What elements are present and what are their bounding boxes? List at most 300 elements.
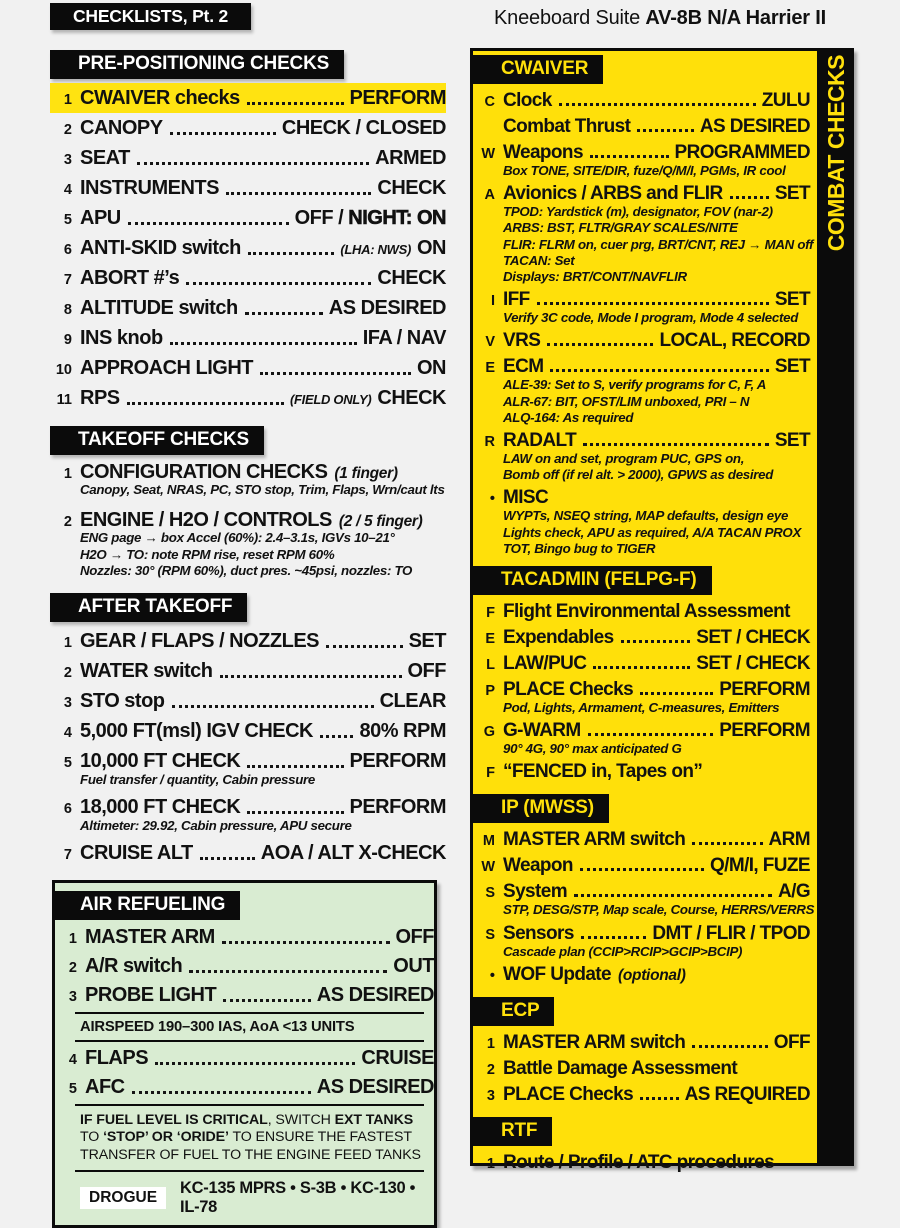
dotted-leader — [730, 196, 769, 199]
item-key: E — [485, 360, 495, 377]
item-key: 7 — [63, 272, 72, 288]
item-label: MISC — [503, 487, 549, 509]
item-key: 6 — [63, 800, 72, 817]
item-inline-note: (FIELD ONLY) — [290, 392, 372, 407]
item-value: CRUISE — [361, 1046, 434, 1069]
item-value: SET / CHECK — [696, 653, 810, 675]
divider — [75, 1170, 424, 1172]
dotted-leader — [260, 372, 411, 375]
item-label: STO stop — [80, 690, 165, 713]
item-value-strong: NIGHT: ON — [348, 207, 446, 229]
item-value: SET — [774, 430, 810, 452]
item-row — [473, 1082, 810, 1108]
item-value: A/G — [778, 881, 810, 903]
checklist-item — [473, 677, 810, 716]
item-row — [473, 328, 810, 354]
item-key: 3 — [68, 988, 77, 1005]
item-row — [50, 293, 446, 323]
item-label: VRS — [503, 330, 541, 352]
item-value: Q/M/I, FUZE — [709, 855, 810, 877]
item-value: PERFORM — [719, 679, 810, 701]
section-header: TACADMIN (FELPG-F) — [473, 566, 712, 595]
item-key: 11 — [56, 392, 72, 408]
section-header: RTF — [473, 1117, 552, 1146]
dotted-leader — [247, 765, 343, 768]
item-value: OFF / NIGHT: ON — [294, 207, 446, 229]
item-notes — [503, 902, 815, 918]
item-note-line: Bomb off (if rel alt. > 2000), GPWS as desired — [503, 467, 774, 483]
dotted-leader — [222, 941, 390, 944]
item-note-line: Box TONE, SITE/DIR, fuze/Q/M/I, PGMs, IR cool — [503, 163, 786, 178]
section-items — [50, 459, 446, 580]
item-value: LOCAL, RECORD — [659, 330, 810, 352]
item-notes — [503, 204, 814, 285]
item-key: M — [482, 833, 495, 850]
item-label: 18,000 FT CHECK — [80, 795, 241, 818]
item-row — [50, 686, 446, 716]
item-key: 2 — [486, 1061, 495, 1078]
item-key: I — [490, 293, 495, 310]
item-value: PERFORM — [349, 750, 446, 773]
aircraft-name: AV-8B N/A Harrier II — [645, 7, 826, 29]
item-label: ENGINE / H2O / CONTROLS — [80, 508, 332, 531]
checklist-item — [473, 921, 810, 960]
item-key: 2 — [63, 665, 72, 682]
checklist-item — [50, 83, 446, 113]
dotted-leader — [547, 343, 653, 346]
item-label: RADALT — [503, 430, 577, 452]
warning-segment: , SWITCH — [267, 1111, 335, 1128]
item-label: Sensors — [503, 922, 574, 944]
checklist-item — [473, 1150, 810, 1176]
checklist-item — [55, 923, 434, 952]
divider — [75, 1012, 424, 1014]
checklist-item — [50, 233, 446, 263]
item-row — [50, 838, 446, 868]
dotted-leader — [581, 936, 647, 939]
item-value: PROGRAMMED — [674, 142, 810, 163]
item-note-line: WYPTs, NSEQ string, MAP defaults, design eye — [503, 508, 789, 524]
checklist-item — [473, 827, 810, 853]
item-row — [473, 651, 810, 677]
dotted-leader — [170, 132, 276, 135]
item-notes — [503, 377, 810, 426]
checklist-item — [50, 293, 446, 323]
dotted-leader — [621, 640, 691, 643]
checklist-item — [50, 686, 446, 716]
item-key: 7 — [63, 846, 72, 863]
item-row — [55, 952, 434, 981]
airspeed-note: AIRSPEED 190–300 IAS, AoA <13 UNITS — [80, 1018, 355, 1035]
item-note-line: STP, DESG/STP, Map scale, Course, HERRS/VERRS — [503, 902, 815, 918]
item-key: L — [486, 657, 495, 674]
page-title-badge: CHECKLISTS, Pt. 2 — [50, 3, 251, 30]
item-notes — [80, 482, 446, 499]
checklist-item — [473, 962, 810, 988]
item-value: IFA / NAV — [362, 327, 446, 349]
dotted-leader — [537, 302, 769, 305]
item-value: SET / CHECK — [696, 627, 810, 649]
item-value: SET — [774, 289, 810, 311]
item-value: OUT — [393, 954, 434, 977]
item-label: PLACE Checks — [503, 679, 634, 701]
checklist-item — [473, 1056, 810, 1082]
section-items — [473, 599, 810, 785]
item-value: SET — [408, 630, 446, 653]
dotted-leader — [132, 1091, 311, 1094]
checklist-item — [50, 143, 446, 173]
item-note-line: ALE-39: Set to S, verify programs for C, F, A — [503, 377, 767, 393]
item-value: DMT / FLIR / TPOD — [652, 922, 810, 944]
item-row — [473, 1056, 810, 1082]
item-key: 1 — [63, 466, 72, 482]
item-key: C — [484, 94, 495, 110]
item-label: Combat Thrust — [503, 116, 631, 137]
combat-checks-side-tab — [817, 48, 854, 1166]
item-row — [50, 233, 446, 263]
dotted-leader — [692, 1045, 768, 1048]
item-label: G-WARM — [503, 720, 581, 742]
item-note-line: ENG page → box Accel (60%): 2.4–3.1s, IGVs 10–21° — [80, 529, 395, 545]
item-value: CHECK — [377, 267, 446, 289]
item-label: ANTI-SKID switch — [80, 237, 241, 259]
item-row — [473, 853, 810, 879]
checklist-item — [473, 879, 815, 918]
dotted-leader — [247, 102, 344, 105]
item-row — [473, 599, 810, 625]
checklist-item — [473, 114, 810, 140]
item-note-line: ALQ-164: As required — [503, 409, 634, 425]
item-value: AS REQUIRED — [684, 1083, 810, 1105]
item-key: 1 — [63, 92, 72, 108]
item-key: 9 — [63, 332, 72, 348]
dotted-leader — [559, 103, 756, 106]
item-note-line: LAW on and set, program PUC, GPS on, — [503, 451, 745, 467]
item-label: PROBE LIGHT — [85, 983, 217, 1006]
dotted-leader — [172, 705, 374, 708]
item-key: 6 — [63, 242, 72, 258]
item-note-line: Pod, Lights, Armament, C-measures, Emitters — [503, 700, 780, 716]
item-row — [473, 1030, 810, 1056]
dotted-leader — [226, 192, 371, 195]
item-label: AFC — [85, 1075, 125, 1098]
item-note-line: Displays: BRT/CONT/NAVFLIR — [503, 269, 687, 285]
item-label-note: (1 finger) — [334, 465, 398, 482]
item-note-line: Lights check, APU as required, A/A TACAN PROX — [503, 524, 802, 540]
combat-checks-side-label: COMBAT CHECKS — [822, 55, 849, 252]
item-row — [50, 263, 446, 293]
dotted-leader — [200, 857, 255, 860]
checklist-item — [473, 428, 810, 483]
item-row — [50, 716, 446, 746]
item-notes — [80, 530, 446, 580]
item-label: ALTITUDE switch — [80, 297, 238, 319]
item-label: Avionics / ARBS and FLIR — [503, 183, 723, 205]
checklist-item — [473, 181, 814, 285]
section-items — [473, 88, 814, 557]
checklist-section — [50, 426, 446, 580]
checklist-item — [55, 981, 434, 1010]
item-note-line: Cascade plan (CCIP>RCIP>GCIP>BCIP) — [503, 943, 743, 959]
item-row — [50, 383, 446, 413]
item-key: 3 — [63, 152, 72, 168]
air-refueling-items — [55, 923, 434, 1010]
item-note-line: TPOD: Yardstick (m), designator, FOV (nar-2) — [503, 204, 773, 220]
dotted-leader — [326, 645, 403, 648]
checklist-item — [473, 328, 810, 354]
item-row — [50, 203, 446, 233]
item-value: CHECK — [377, 387, 446, 409]
item-row — [55, 981, 434, 1010]
divider — [75, 1104, 424, 1106]
item-value: PERFORM — [349, 795, 446, 818]
item-label: A/R switch — [85, 954, 183, 977]
item-row — [50, 143, 446, 173]
checklist-section — [50, 50, 446, 413]
item-notes — [503, 451, 810, 483]
dotted-leader — [320, 735, 353, 738]
checklist-item — [473, 485, 810, 557]
checklist-item — [50, 173, 446, 203]
item-key: W — [481, 146, 495, 162]
item-notes — [503, 310, 810, 326]
item-label: System — [503, 881, 567, 903]
item-value: AS DESIRED — [316, 1075, 434, 1098]
item-row — [50, 83, 446, 113]
item-label: IFF — [503, 289, 530, 311]
item-label: CRUISE ALT — [80, 841, 193, 864]
item-row — [50, 323, 446, 353]
item-notes — [503, 741, 810, 757]
item-key: • — [489, 967, 495, 984]
item-note-line: Canopy, Seat, NRAS, PC, STO stop, Trim, Flaps, Wrn/caut lts — [80, 482, 445, 497]
section-header-air-refueling: AIR REFUELING — [55, 891, 240, 920]
item-label: WOF Update — [503, 963, 611, 985]
dotted-leader — [248, 252, 334, 255]
item-label: CWAIVER checks — [80, 87, 240, 109]
checklist-item — [50, 263, 446, 293]
item-row — [55, 1073, 434, 1102]
dotted-leader — [155, 1062, 355, 1065]
checklist-item — [473, 759, 810, 785]
item-row — [473, 625, 810, 651]
item-label: 5,000 FT(msl) IGV CHECK — [80, 720, 314, 743]
item-key: 4 — [63, 182, 72, 198]
item-value: AOA / ALT X-CHECK — [260, 841, 446, 864]
dotted-leader — [137, 162, 369, 165]
item-key: 1 — [486, 1155, 495, 1172]
item-label: Weapons — [503, 142, 583, 163]
item-key: S — [485, 926, 495, 943]
item-value: SET — [774, 183, 810, 205]
item-value: ON — [417, 357, 446, 379]
checklist-item — [50, 838, 446, 868]
checklist-item — [50, 383, 446, 413]
left-checklist-sections — [50, 50, 446, 868]
item-row — [473, 827, 810, 853]
item-value: ZULU — [761, 90, 810, 111]
item-key: 3 — [486, 1087, 495, 1104]
checklist-item — [473, 651, 810, 677]
section-header: ECP — [473, 997, 554, 1026]
item-label: GEAR / FLAPS / NOZZLES — [80, 630, 320, 653]
item-key: V — [485, 334, 495, 351]
item-key: F — [486, 765, 495, 782]
item-label: PLACE Checks — [503, 1083, 634, 1105]
item-key: S — [485, 885, 495, 902]
divider — [75, 1040, 424, 1042]
item-label: FLAPS — [85, 1046, 149, 1069]
item-notes — [503, 163, 810, 179]
dotted-leader — [550, 369, 768, 372]
item-key: F — [486, 605, 495, 622]
section-header: TAKEOFF CHECKS — [50, 426, 264, 455]
warning-segment: IF FUEL LEVEL IS CRITICAL — [80, 1111, 268, 1128]
item-value: AS DESIRED — [328, 297, 446, 319]
item-note-line: FLIR: FLRM on, cuer prg, BRT/CNT, REJ → MAN off — [503, 236, 814, 252]
checklist-item — [50, 203, 446, 233]
item-row — [473, 962, 810, 988]
item-key: 2 — [68, 959, 77, 976]
drogue-tanker-list: KC-135 MPRS • S-3B • KC-130 • IL-78 — [180, 1179, 416, 1216]
item-value: AS DESIRED — [699, 116, 810, 137]
warning-segment: TO — [80, 1129, 104, 1146]
item-key: A — [484, 187, 495, 204]
item-label: MASTER ARM switch — [503, 829, 686, 851]
item-value: AS DESIRED — [316, 983, 434, 1006]
item-label: MASTER ARM switch — [503, 1031, 686, 1053]
item-note-line: H2O → TO: note RPM rise, reset RPM 60% — [80, 546, 335, 562]
item-label: Battle Damage Assessment — [503, 1057, 738, 1079]
item-label: ABORT #’s — [80, 267, 180, 289]
item-label: WATER switch — [80, 660, 213, 683]
dotted-leader — [186, 282, 371, 285]
page-title — [455, 7, 865, 30]
dotted-leader — [583, 443, 769, 446]
item-label: MASTER ARM — [85, 925, 215, 948]
item-label: ECM — [503, 356, 544, 378]
item-value: 80% RPM — [359, 720, 446, 743]
checklist-item — [473, 88, 810, 114]
item-notes — [503, 944, 810, 960]
item-label: Expendables — [503, 627, 614, 649]
dotted-leader — [574, 894, 772, 897]
left-column — [50, 50, 446, 1228]
combat-checks-panel — [470, 48, 854, 1173]
item-key: 5 — [68, 1080, 77, 1097]
drogue-row — [55, 1174, 434, 1219]
checklist-item — [473, 140, 810, 179]
item-key: • — [489, 491, 495, 508]
item-key: E — [485, 631, 495, 648]
item-note-line: TOT, Bingo bug to TIGER — [503, 540, 656, 556]
checklist-item — [473, 1082, 810, 1108]
dotted-leader — [223, 999, 311, 1002]
item-label-note: (2 / 5 finger) — [338, 512, 423, 530]
dotted-leader — [247, 811, 343, 814]
item-notes — [80, 818, 446, 835]
section-items — [473, 827, 815, 987]
dotted-leader — [127, 402, 284, 405]
checklist-item — [55, 1073, 434, 1102]
checklist-item — [50, 353, 446, 383]
item-label: CONFIGURATION CHECKS — [80, 461, 328, 483]
item-row — [473, 759, 810, 785]
item-label: CANOPY — [80, 117, 163, 139]
item-key: 2 — [63, 513, 72, 530]
item-key: 8 — [63, 302, 72, 318]
dotted-leader — [170, 342, 357, 345]
section-items — [473, 1150, 810, 1176]
item-label: “FENCED in, Tapes on” — [503, 761, 703, 783]
dotted-leader — [640, 692, 713, 695]
item-row — [473, 114, 810, 140]
item-value: PERFORM — [349, 87, 446, 109]
item-label: SEAT — [80, 147, 130, 169]
item-label: LAW/PUC — [503, 653, 587, 675]
air-refueling-box — [52, 880, 437, 1228]
item-row — [50, 656, 446, 686]
item-inline-note: (LHA: NWS) — [340, 242, 411, 257]
item-label: 10,000 FT CHECK — [80, 750, 241, 773]
section-header: IP (MWSS) — [473, 794, 609, 823]
item-key: 5 — [63, 212, 72, 228]
item-value: CLEAR — [379, 690, 446, 713]
item-label: RPS — [80, 387, 120, 409]
dotted-leader — [220, 675, 402, 678]
checklist-item — [473, 718, 810, 757]
checklist-item — [55, 952, 434, 981]
item-note-line: ARBS: BST, FLTR/GRAY SCALES/NITE — [503, 220, 738, 236]
page-title-prefix: Kneeboard Suite — [494, 7, 646, 29]
dotted-leader — [128, 222, 289, 225]
checklist-item — [50, 792, 446, 835]
checklist-item — [50, 323, 446, 353]
warning-segment: EXT TANKS — [334, 1111, 414, 1128]
dotted-leader — [640, 1097, 679, 1100]
item-key: 1 — [68, 930, 77, 947]
dotted-leader — [580, 868, 704, 871]
warning-segment: ‘STOP’ OR ‘ORIDE’ — [103, 1129, 229, 1146]
item-row — [50, 626, 446, 656]
item-note-line: Verify 3C code, Mode I program, Mode 4 selected — [503, 310, 799, 326]
warning-segment: TO ENSURE THE FASTEST TRANSFER OF FUEL TO THE ENGINE FEED TANKS — [80, 1129, 421, 1163]
item-key: 3 — [63, 695, 72, 712]
item-value: PERFORM — [719, 720, 810, 742]
item-key: 1 — [63, 635, 72, 652]
item-notes — [503, 700, 810, 716]
item-row — [50, 353, 446, 383]
item-value: OFF — [773, 1031, 810, 1053]
item-row — [55, 923, 434, 952]
checklist-item — [50, 746, 446, 789]
section-header: AFTER TAKEOFF — [50, 593, 247, 622]
item-label: Route / Profile / ATC procedures — [503, 1151, 775, 1173]
dotted-leader — [588, 733, 714, 736]
item-value: ON — [417, 237, 446, 259]
checklist-item — [50, 716, 446, 746]
item-label: Flight Environmental Assessment — [503, 601, 790, 623]
dotted-leader — [245, 312, 323, 315]
checklist-item — [473, 287, 810, 326]
item-note-line: 90° 4G, 90° max anticipated G — [503, 741, 682, 757]
item-note-line: Fuel transfer / quantity, Cabin pressure — [80, 772, 316, 788]
air-refueling-items-2 — [55, 1044, 434, 1102]
item-value: OFF — [407, 660, 446, 683]
section-header: CWAIVER — [473, 55, 603, 84]
checklist-item — [55, 1044, 434, 1073]
item-label: INS knob — [80, 327, 163, 349]
